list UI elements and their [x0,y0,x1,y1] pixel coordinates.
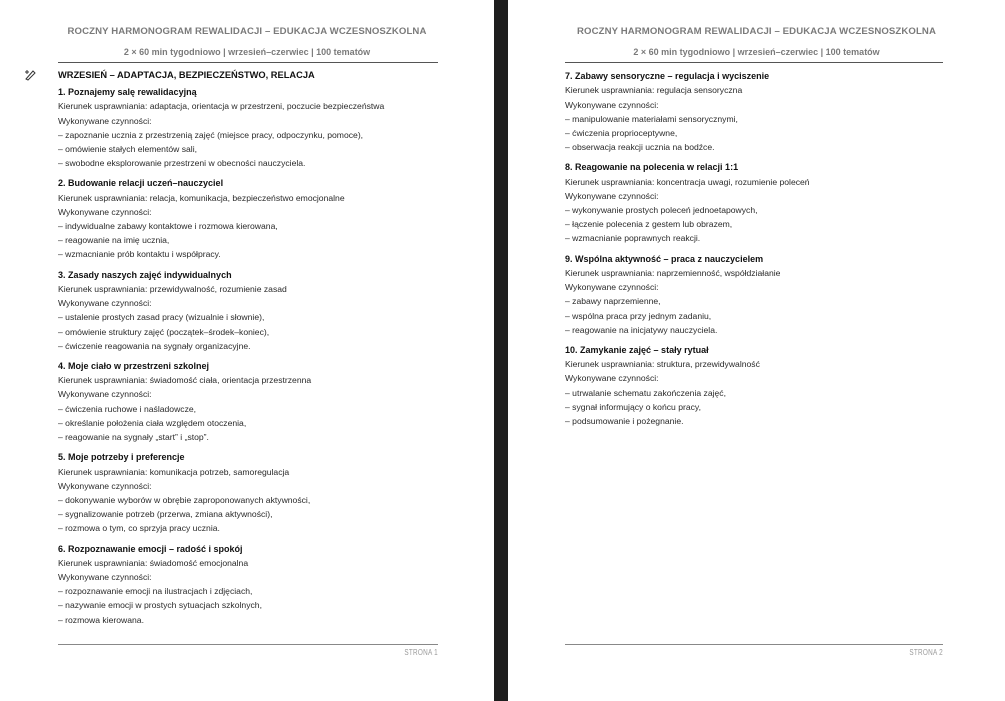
text-cursor-pen-icon [24,68,37,81]
activities-label: Wykonywane czynności: [58,298,152,309]
page-header-title: ROCZNY HARMONOGRAM REWALIDACJI – EDUKACJA WCZESNOSZKOLNA [577,26,936,37]
activity-item: – zapoznanie ucznia z przestrzenią zajęć (miejsce pracy, odpoczynku, pomoce), [58,129,364,140]
activity-item: – reagowanie na inicjatywy nauczyciela. [565,324,718,335]
activity-item: – wzmacnianie poprawnych reakcji. [565,233,701,244]
topic-block [565,69,965,154]
topic-block [565,160,965,245]
topic-direction: Kierunek usprawniania: przewidywalność, rozumienie zasad [58,283,287,294]
activity-item: – rozmowa o tym, co sprzyja pracy ucznia. [58,523,220,534]
header-divider [58,62,438,63]
topic-direction: Kierunek usprawniania: naprzemienność, współdziałanie [565,267,781,278]
activities-label: Wykonywane czynności: [565,282,659,293]
activity-item: – rozmowa kierowana. [58,614,144,625]
topic-block [565,343,965,428]
activities-label: Wykonywane czynności: [565,373,659,384]
topic-direction: Kierunek usprawniania: świadomość ciała, orientacja przestrzenna [58,375,312,386]
activity-item: – obserwacja reakcji ucznia na bodźce. [565,142,715,153]
header-divider [565,62,943,63]
activities-label: Wykonywane czynności: [565,99,659,110]
topic-title: 2. Budowanie relacji uczeń–nauczyciel [58,178,224,189]
activity-item: – wzmacnianie prób kontaktu i współpracy. [58,249,221,260]
activities-label: Wykonywane czynności: [58,206,152,217]
topic-list [565,69,965,428]
activity-item: – ćwiczenie reagowania na sygnały organizacyjne. [58,340,251,351]
activity-item: – sygnał informujący o końcu pracy, [565,401,701,412]
document-page-2 [508,0,1005,701]
activities-label: Wykonywane czynności: [58,480,152,491]
activity-item: – łączenie polecenia z gestem lub obrazem, [565,219,733,230]
topic-title: 8. Reagowanie na polecenia w relacji 1:1 [565,162,739,173]
page-header-subtitle: 2 × 60 min tygodniowo | wrzesień–czerwiec | 100 tematów [123,47,371,57]
topic-block [58,359,458,444]
activities-label: Wykonywane czynności: [58,115,152,126]
activity-item: – indywidualne zabawy kontaktowe i rozmowa kierowana, [58,221,278,232]
topic-direction: Kierunek usprawniania: adaptacja, orientacja w przestrzeni, poczucie bezpieczeństwa [58,101,385,112]
activity-item: – manipulowanie materiałami sensorycznymi, [565,113,738,124]
topic-title: 1. Poznajemy salę rewalidacyjną [58,87,197,97]
topic-title: 10. Zamykanie zajęć – stały rytuał [565,344,709,355]
topic-block [58,85,458,170]
topic-direction: Kierunek usprawniania: struktura, przewidywalność [565,359,760,370]
activity-item: – określanie położenia ciała względem otoczenia, [58,417,247,428]
topic-title: 6. Rozpoznawanie emocji – radość i spokój [58,543,243,554]
activity-item: – wspólna praca przy jednym zadaniu, [565,310,712,321]
activities-label: Wykonywane czynności: [58,572,152,583]
activity-item: – zabawy naprzemienne, [565,296,661,307]
topic-title: 5. Moje potrzeby i preferencje [58,452,185,463]
activity-item: – utrwalanie schematu zakończenia zajęć, [565,387,726,398]
topic-title: 3. Zasady naszych zajęć indywidualnych [58,269,232,280]
topic-title: 7. Zabawy sensoryczne – regulacja i wyciszenie [565,71,770,81]
activity-item: – podsumowanie i pożegnanie. [565,416,684,427]
activity-item: – wykonywanie prostych poleceń jednoetapowych, [565,205,758,216]
activity-item: – reagowanie na sygnały „start” i „stop”. [58,432,209,443]
page-header-subtitle: 2 × 60 min tygodniowo | wrzesień–czerwiec | 100 tematów [633,47,880,57]
activity-item: – omówienie stałych elementów sali, [58,143,197,154]
page-1-content [58,69,458,633]
topic-block [565,252,965,337]
activities-label: Wykonywane czynności: [565,190,659,201]
activity-item: – reagowanie na imię ucznia, [58,235,170,246]
page-number-1: STRONA 1 [404,648,438,657]
activity-item: – sygnalizowanie potrzeb (przerwa, zmiana aktywności), [58,509,273,520]
page-number-2: STRONA 2 [909,648,943,657]
activity-item: – omówienie struktury zajęć (początek–środek–koniec), [58,326,270,337]
topic-title: 4. Moje ciało w przestrzeni szkolnej [58,360,210,371]
footer-divider [565,644,943,645]
topic-block [58,450,458,535]
activity-item: – ćwiczenia ruchowe i naśladowcze, [58,403,197,414]
topic-direction: Kierunek usprawniania: koncentracja uwagi, rozumienie poleceń [565,176,810,187]
activity-item: – ćwiczenia proprioceptywne, [565,127,678,138]
topic-list [58,85,458,627]
activities-label: Wykonywane czynności: [58,389,152,400]
page-2-content [565,69,965,434]
topic-direction: Kierunek usprawniania: relacja, komunikacja, bezpieczeństwo emocjonalne [58,192,345,203]
document-page-1 [0,0,494,701]
footer-divider [58,644,438,645]
activity-item: – nazywanie emocji w prostych sytuacjach szkolnych, [58,600,262,611]
section-title: WRZESIEŃ – ADAPTACJA, BEZPIECZEŃSTWO, RELACJA [58,70,315,80]
topic-direction: Kierunek usprawniania: komunikacja potrzeb, samoregulacja [58,466,290,477]
topic-block [58,268,458,353]
topic-title: 9. Wspólna aktywność – praca z nauczycielem [565,253,764,264]
activity-item: – rozpoznawanie emocji na ilustracjach i zdjęciach, [58,586,253,597]
activity-item: – dokonywanie wyborów w obrębie zaproponowanych aktywności, [58,494,311,505]
topic-direction: Kierunek usprawniania: świadomość emocjonalna [58,557,249,568]
topic-block [58,542,458,627]
page-header-title: ROCZNY HARMONOGRAM REWALIDACJI – EDUKACJA WCZESNOSZKOLNA [67,26,427,37]
topic-block [58,176,458,261]
activity-item: – ustalenie prostych zasad pracy (wizualnie i słownie), [58,312,265,323]
topic-direction: Kierunek usprawniania: regulacja sensoryczna [565,85,743,96]
activity-item: – swobodne eksplorowanie przestrzeni w obecności nauczyciela. [58,158,306,169]
